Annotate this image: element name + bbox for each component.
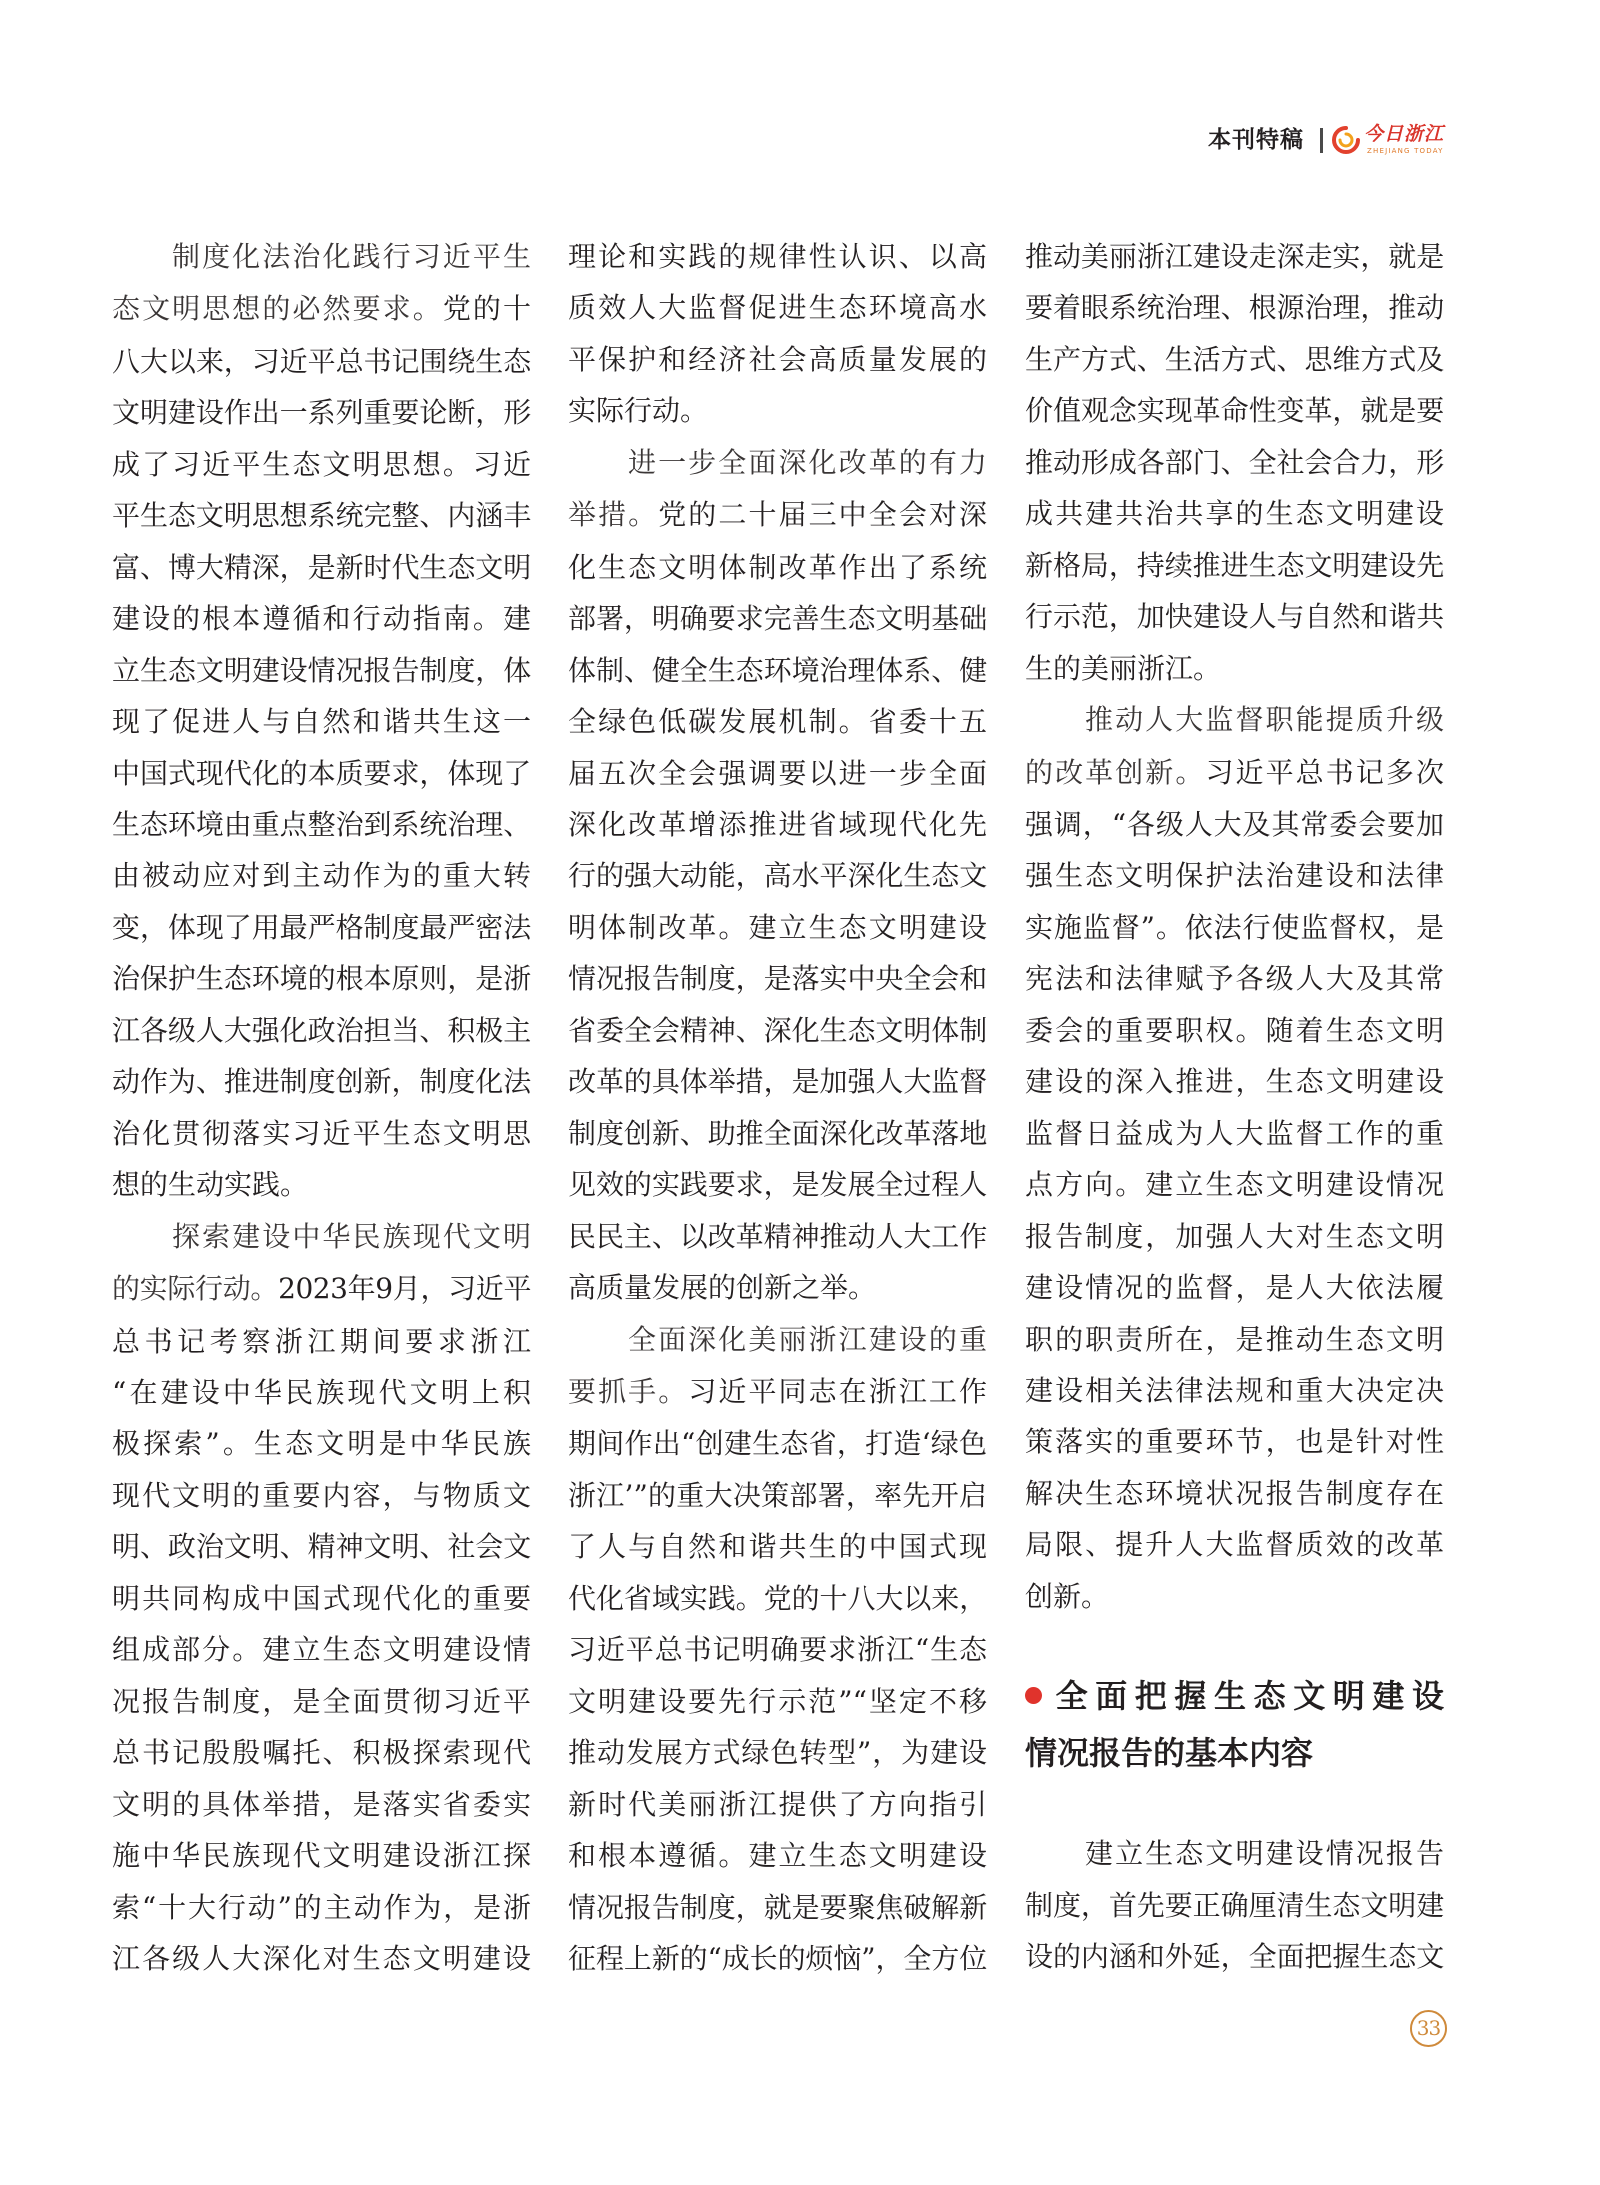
column-3 (1025, 231, 1444, 1983)
text-line: 解决生态环境状况报告制度存在 (1025, 1476, 1444, 1510)
text-line: 高质量发展的创新之举。 (568, 1271, 877, 1305)
text-line: 宪法和法律赋予各级人大及其常 (1025, 962, 1444, 996)
text-line: 建设相关法律法规和重大决定决 (1025, 1373, 1444, 1407)
text-line: 生产方式、生活方式、思维方式及 (1025, 342, 1444, 376)
text-line: 由被动应对到主动作为的重大转 (112, 859, 531, 893)
text-line: 局限、提升人大监督质效的改革 (1025, 1528, 1444, 1562)
paragraph (568, 231, 987, 437)
text-line: 报告制度，加强人大对生态文明 (1025, 1219, 1444, 1253)
text-line: 设的内涵和外延，全面把握生态文 (1025, 1940, 1444, 1974)
text-line (112, 1211, 531, 1263)
text-line: 新格局，持续推进生态文明建设先 (1025, 548, 1444, 582)
text-line: 监督日益成为人大监督工作的重 (1025, 1116, 1444, 1150)
text-line: 见效的实践要求，是发展全过程人 (568, 1168, 987, 1202)
text-line: 生的美丽浙江。 (1025, 651, 1222, 685)
paragraph (1025, 1828, 1444, 1982)
text-line: 成了习近平生态文明思想。习近 (112, 447, 531, 481)
text-line: 深化改革增添推进省域现代化先 (568, 807, 987, 841)
text-line: 平生态文明思想系统完整、内涵丰 (112, 499, 531, 533)
lead-phrase: 制度化法治化践行习近平生 (172, 242, 531, 273)
text-line: 质效人大监督促进生态环境高水 (568, 291, 987, 325)
text-line: 征程上新的“成长的烦恼”，全方位 (568, 1941, 987, 1975)
text-line: 江各级人大强化政治担当、积极主 (112, 1013, 531, 1047)
text-line: 总书记殷殷嘱托、积极探索现代 (112, 1736, 531, 1770)
lead-phrase: 态文明思想的必然要求。 (112, 294, 443, 326)
text-line: 治保护生态环境的根本原则，是浙 (112, 962, 531, 996)
heading-text: 情况报告的基本内容 (1025, 1734, 1314, 1773)
section-heading (1025, 1668, 1444, 1782)
text-line: 江各级人大深化对生态文明建设 (112, 1941, 531, 1975)
text-line: 实际行动。 (568, 394, 709, 428)
column-1 (112, 231, 531, 1984)
lead-phrase: 要抓手。 (568, 1376, 689, 1408)
text-line: 了人与自然和谐共生的中国式现 (568, 1530, 987, 1564)
text-line: 想的生动实践。 (112, 1168, 309, 1202)
text-line: 现代文明的重要内容，与物质文 (112, 1478, 531, 1512)
text-line: 行的强大动能，高水平深化生态文 (568, 859, 987, 893)
text-line: 要着眼系统治理、根源治理，推动 (1025, 291, 1444, 325)
column-2 (568, 231, 987, 1984)
text-line: 施中华民族现代文明建设浙江探 (112, 1839, 531, 1873)
text-line (568, 489, 987, 541)
text-line: 索“十大行动”的主动作为，是浙 (112, 1890, 531, 1924)
text-line: 动作为、推进制度创新，制度化法 (112, 1065, 531, 1099)
text-line: 中国式现代化的本质要求，体现了 (112, 756, 531, 790)
text-line: 代化省域实践。党的十八大以来， (568, 1581, 987, 1615)
text-line: 理论和实践的规律性认识、以高 (568, 240, 987, 273)
text-line: 治化贯彻落实习近平生态文明思 (112, 1116, 531, 1150)
heading-text: 全面把握生态文明建设 (1048, 1677, 1444, 1716)
text-line: 新时代美丽浙江提供了方向指引 (568, 1787, 987, 1821)
lead-phrase: 探索建设中华民族现代文明 (172, 1221, 531, 1253)
text-line: 推动形成各部门、全社会合力，形 (1025, 445, 1444, 479)
line-text: 2023年9月，习近平 (278, 1272, 531, 1306)
page-number: 33 (1410, 2010, 1447, 2047)
paragraph (568, 437, 987, 1314)
text-line: 体制、健全生态环境治理体系、健 (568, 653, 987, 687)
paragraph (1025, 231, 1444, 694)
text-line: 职的职责所在，是推动生态文明 (1025, 1322, 1444, 1356)
lead-phrase: 推动人大监督职能提质升级 (1085, 705, 1444, 737)
text-line: 民民主、以改革精神推动人大工作 (568, 1219, 987, 1253)
text-line: 行示范，加快建设人与自然和谐共 (1025, 600, 1444, 634)
text-line: 推动美丽浙江建设走深走实，就是 (1025, 240, 1444, 273)
text-line (112, 1263, 531, 1315)
header-divider (1320, 128, 1323, 153)
text-line: “在建设中华民族现代文明上积 (112, 1375, 531, 1409)
text-line: 浙江’”的重大决策部署，率先开启 (568, 1478, 987, 1512)
text-line: 创新。 (1025, 1579, 1110, 1613)
text-line (1025, 694, 1444, 746)
text-line: 明、政治文明、精神文明、社会文 (112, 1530, 531, 1564)
logo-name-en: ZHEJIANG TODAY (1367, 147, 1444, 155)
text-line: 总书记考察浙江期间要求浙江 (112, 1324, 531, 1358)
lead-phrase: 全面深化美丽浙江建设的重 (628, 1324, 987, 1356)
text-line: 价值观念实现革命性变革，就是要 (1025, 394, 1444, 428)
text-line: 全绿色低碳发展机制。省委十五 (568, 705, 987, 739)
text-line: 组成部分。建立生态文明建设情 (112, 1633, 531, 1667)
text-line: 部署，明确要求完善生态文明基础 (568, 602, 987, 636)
lead-phrase: 的改革创新。 (1025, 757, 1206, 789)
text-line (568, 437, 987, 489)
lead-phrase: 举措。 (568, 500, 659, 532)
text-line: 文明建设作出一系列重要论断，形 (112, 396, 531, 430)
text-line: 策落实的重要环节，也是针对性 (1025, 1425, 1444, 1459)
text-line: 生态环境由重点整治到系统治理、 (112, 807, 531, 841)
text-line: 委会的重要职权。随着生态文明 (1025, 1013, 1444, 1047)
text-line (112, 283, 531, 335)
line-text: 习近平总书记多次 (1205, 755, 1444, 789)
text-line: 强调，“各级人大及其常委会要加 (1025, 807, 1444, 841)
text-line: 省委全会精神、深化生态文明体制 (568, 1013, 987, 1047)
text-line: 建立生态文明建设情况报告 (1085, 1837, 1444, 1871)
text-line: 平保护和经济社会高质量发展的 (568, 342, 987, 376)
text-line (1025, 747, 1444, 799)
text-line: 现了促进人与自然和谐共生这一 (112, 705, 531, 739)
text-line: 建设的根本遵循和行动指南。建 (112, 602, 531, 636)
text-line: 明共同构成中国式现代化的重要 (112, 1581, 531, 1615)
text-line: 实施监督”。依法行使监督权，是 (1025, 910, 1444, 944)
text-line: 建设情况的监督，是人大依法履 (1025, 1271, 1444, 1305)
magazine-logo (1329, 123, 1457, 159)
text-line: 和根本遵循。建立生态文明建设 (568, 1839, 987, 1873)
text-line: 情况报告制度，就是要聚焦破解新 (568, 1890, 987, 1924)
text-line: 情况报告制度，是落实中央全会和 (568, 962, 987, 996)
paragraph (1025, 694, 1444, 1622)
text-line: 文明的具体举措，是落实省委实 (112, 1787, 531, 1821)
text-line: 习近平总书记明确要求浙江“生态 (568, 1633, 987, 1667)
section-label: 本刊特稿 (1208, 127, 1304, 153)
text-line: 立生态文明建设情况报告制度，体 (112, 653, 531, 687)
text-line: 变，体现了用最严格制度最严密法 (112, 910, 531, 944)
text-line: 八大以来，习近平总书记围绕生态 (112, 344, 531, 378)
text-line: 制度创新、助推全面深化改革落地 (568, 1116, 987, 1150)
text-line: 极探索”。生态文明是中华民族 (112, 1427, 531, 1461)
text-line: 强生态文明保护法治建设和法律 (1025, 859, 1444, 893)
text-line: 制度，首先要正确厘清生态文明建 (1025, 1888, 1444, 1922)
text-line: 改革的具体举措，是加强人大监督 (568, 1065, 987, 1099)
text-line: 推动发展方式绿色转型”，为建设 (568, 1736, 987, 1770)
text-line: 成共建共治共享的生态文明建设 (1025, 497, 1444, 531)
text-line: 化生态文明体制改革作出了系统 (568, 550, 987, 584)
line-text: 党的十 (442, 292, 531, 326)
line-text: 党的二十届三中全会对深 (658, 498, 987, 532)
text-line: 明体制改革。建立生态文明建设 (568, 910, 987, 944)
logo-swirl-icon (1329, 125, 1361, 155)
paragraph (112, 231, 531, 1211)
text-line: 届五次全会强调要以进一步全面 (568, 756, 987, 790)
text-line: 期间作出“创建生态省，打造‘绿色 (568, 1427, 987, 1461)
text-line: 建设的深入推进，生态文明建设 (1025, 1065, 1444, 1099)
text-line: 富、博大精深，是新时代生态文明 (112, 550, 531, 584)
text-line: 文明建设要先行示范”“坚定不移 (568, 1684, 987, 1718)
text-line (568, 1366, 987, 1418)
paragraph (568, 1314, 987, 1985)
paragraph (112, 1211, 531, 1985)
lead-phrase: 进一步全面深化改革的有力 (628, 447, 987, 479)
heading-bullet-icon (1025, 1687, 1042, 1704)
text-line (112, 231, 531, 283)
text-line: 点方向。建立生态文明建设情况 (1025, 1168, 1444, 1202)
text-line (568, 1314, 987, 1366)
heading-line (1025, 1725, 1444, 1782)
logo-name: 今日浙江 (1364, 123, 1445, 145)
line-text: 习近平同志在浙江工作 (688, 1374, 987, 1408)
heading-line (1025, 1668, 1444, 1725)
lead-phrase: 的实际行动。 (112, 1274, 279, 1306)
text-line: 况报告制度，是全面贯彻习近平 (112, 1684, 531, 1718)
